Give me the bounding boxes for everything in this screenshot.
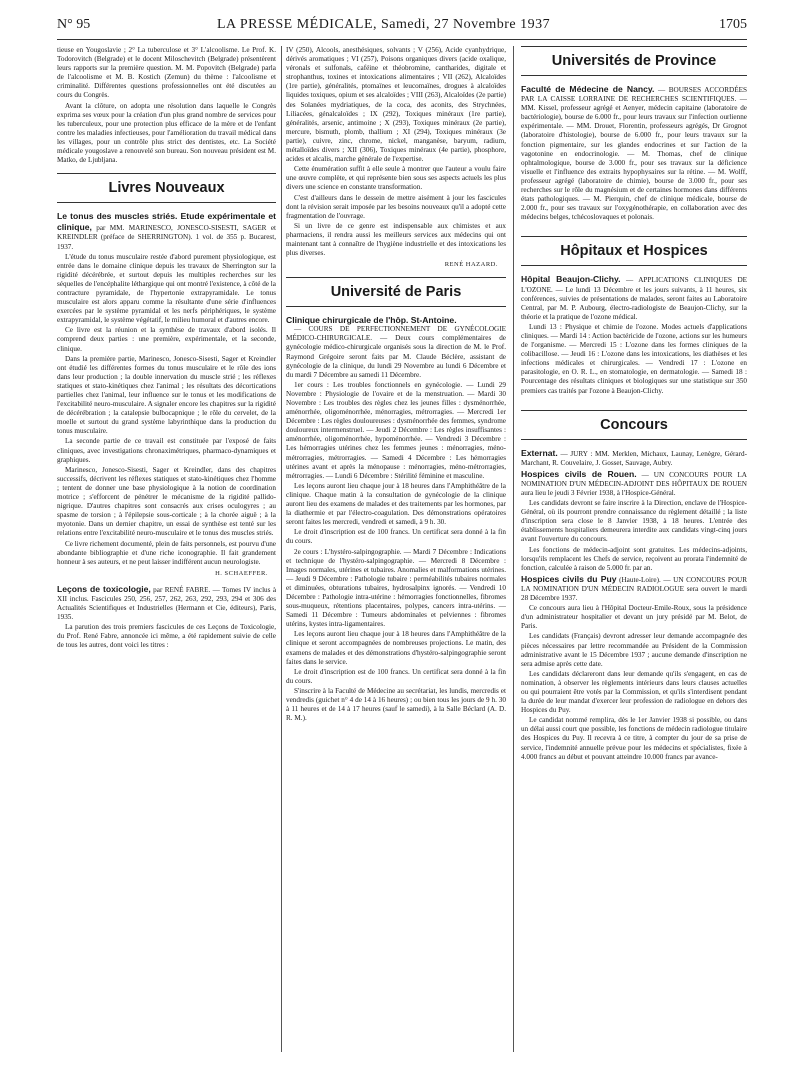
paragraph [521, 469, 747, 498]
paragraph: IV (250), Alcools, anesthésiques, solvants ; V (256), Acide cyanhydrique, dérivés aromatiques ; VI (257), Poisons organiques divers (acide oxalique, véronals et sulfonals, caféine et théobromine, cantharides, digitale et strophanthus, toxines et intoxications alimentaires ; VII (262), Alcaloïdes (1re partie), généralités, ptomaïnes et leucomaïnes, drogues à alcaloïdes liquides toxiques, opium et ses alcaloïdes ; VIII (263), Alcaloïdes (2e partie) des Solanées mydriatiques, de la coca, des aconits, des Strychnées, Liliacées, génalcaloïdes ; IX (292), Toxiques minéraux (1re partie), généralités, arsenic, antimoine ; X (293), Toxiques minéraux (2e partie), mercure, bismuth, plomb, thallium ; XI (294), Toxiques minéraux (3e partie), cuivre, zinc, chrome, nickel, manganèse, baryum, radium, métalloïdes divers ; XII (306), Toxiques minéraux (4e partie), phosphore, acides et alcalis, marche générale de l'expertise. [286, 46, 506, 164]
paragraph: Ce livre richement documenté, plein de faits personnels, est pourvu d'une abondante bibliographie et d'une riche iconographie. Il fait grandement honneur à ses auteurs, et ne peut laisser indifférent aucun neurologiste. [57, 539, 276, 566]
paragraph: Les leçons auront lieu chaque jour à 18 heures dans l'Amphithéâtre de la clinique et seront accompagnées de nombreuses projections. Le matin, des examens de malades et des démonstrations d'hystéro-salpingographie seront faites dans le service. [286, 630, 506, 666]
subheading: Faculté de Médecine de Nancy. [521, 84, 655, 94]
paragraph: Marinesco, Jonesco-Sisesti, Sager et Kreindler, dans des chapitres successifs, décrivent les réflexes statiques et stato-kinétiques chez l'homme ; tentent de donner une base physiologique à la notion de coordination motrice ; s'efforcent de pénétrer le mécanisme de la rigidité pallido-nigrique. D'autres chapitres sont consacrés aux crises oculogyres ; au spasme de torsion ; à l'épilepsie sous-corticale ; à la chorée aiguë ; à la myotonie. Dans un dernier chapitre, un essai de synthèse est tenté sur les relations entre l'excitabilité neuro-musculaire et le tonus des muscles striés. [57, 465, 276, 538]
paragraph-text: — BOURSES ACCORDÉES PAR LA CAISSE LORRAINE DE RECHERCHES SCIENTIFIQUES. — MM. Kissel, professeur agrégé et Aenyer, médecin capitaine (laboratoire de bactériologie), bourse de 6.000 fr., pour leurs travaux sur l'infection ourlienne expérimentale. — MM. Drouet, Florentin, professeurs agrégés, Dr Grognot (laboratoire d'histologie), bourse de 6.000 fr., pour leurs travaux sur la fonction pigmentaire, sur les glandes endocrines et sur l'action de la vagotonine en endocrinologie. — M. Thomas, chef de clinique ophtalmologique, bourse de 3.000 fr., pour ses travaux sur la déficience visuelle et l'influence des extraits hypophysaires sur la rétine. — M. Wolff, professeur agrégé (laboratoire de chimie), bourse de 3.000 fr., pour ses recherches sur le rôle du magnésium et de certaines hormones dans différents états pathologiques. — M. Pierquin, chef de clinique médicale, bourse de 2.000 fr., pour ses travaux sur l'oxygénothérapie, en collaboration avec des médecins belges, tchécoslovaques et polonais. [521, 86, 747, 222]
paragraph: La parution des trois premiers fascicules de ces Leçons de Toxicologie, du Prof. René Fabre, annoncée ici même, a été rapidement suivie de celle de tous les autres, dont voici les titres : [57, 623, 276, 650]
paragraph [521, 274, 747, 321]
issue-number: N° 95 [57, 17, 91, 32]
book-meta: par RENÉ FABRE. — Tomes IV inclus à XII inclus. Fascicules 250, 256, 257, 262, 263, 292, 293, 294 et 306 des Actualités Scientifiques et Industrielles (Hermann et Cie, éditeurs), Paris, 1935. [57, 585, 276, 622]
column-right [521, 46, 747, 1056]
paragraph: S'inscrire à la Faculté de Médecine au secrétariat, les lundis, mercredis et vendredis (guichet n° 4 de 14 à 16 heures) ; ou bien tous les jours de 9 h. 30 à 11 heures et de 14 à 17 heures (sauf le samedi), à la Salle Béclard (A. D. R. M.). [286, 686, 506, 723]
subheading: Clinique chirurgicale de l'hôp. St-Antoine. [286, 315, 457, 326]
section-heading-hopitaux: Hôpitaux et Hospices [521, 236, 747, 266]
paragraph: tieuse en Yougoslavie ; 2° La tuberculose et 3° L'alcoolisme. Le Prof. K. Todorovitch (Belgrade) et le docent Miloschevitch (Belgrade) présentèrent leurs rapports sur la première question. M. M. Popovitch (Belgrade) parla de l'alcoolisme et M. B. Kostich (Zemun) du thème : l'alcoolisme et criminalité. Différentes questions professionnelles ont été discutées au cours du Congrès. [57, 46, 276, 100]
book-entry [57, 584, 276, 622]
paragraph: Ce concours aura lieu à l'Hôpital Docteur-Emile-Roux, sous la présidence d'un administrateur hospitalier et devant un jury présidé par M. Belot, de Paris. [521, 604, 747, 631]
paragraph: Cette énumération suffit à elle seule à montrer que l'auteur a voulu faire une œuvre complète, et qui représente bien sous ses aspects actuels les plus divers une science en constante transformation. [286, 165, 506, 192]
paragraph: Les fonctions de médecin-adjoint sont gratuites. Les médecins-adjoints, lorsqu'ils remplacent les Chefs de service, reçoivent au prorata l'indemnité de fonction, calculée à raison de 5.000 fr. par an. [521, 545, 747, 572]
section-heading-concours: Concours [521, 410, 747, 440]
paragraph: L'étude du tonus musculaire restée d'abord purement physiologique, est entrée dans le domaine clinique depuis les travaux de Sherrington sur la rigidité décérébrée, et surtout depuis les multiples recherches sur les séquelles de l'encéphalite léthargique qui ont montré l'existence, à côté de la contracture pyramidale, de l'hypertonie extrapyramidale. Le tonus musculaire est alors apparu comme la résultante d'une série d'influences exercées par le système pyramidal et les nerfs périphériques, le système extrapyramidal, le système végétatif, le milieu humoral et d'autres encore. [57, 252, 276, 325]
paragraph-text: — UN CONCOURS POUR LA NOMINATION D'UN MÉDECIN-ADJOINT DES HÔPITAUX DE ROUEN aura lieu le jeudi 3 Février 1938, à l'Hospice-Général. [521, 470, 747, 497]
column-middle [286, 46, 506, 1056]
page-number: 1705 [719, 17, 747, 32]
paragraph: Les candidats déclareront dans leur demande qu'ils s'engagent, en cas de nomination, à observer les règlements intérieurs dans leurs clauses actuelles ou qui pourraient être votés par la Commission, et qu'ils s'interdisent pendant la durée de leur mandat d'exercer leur profession de radiologue en dehors des Hospices du Puy. [521, 669, 747, 715]
section-heading-livres: Livres Nouveaux [57, 173, 276, 203]
page-header [57, 14, 747, 40]
journal-title: LA PRESSE MÉDICALE, Samedi, 27 Novembre 1937 [217, 17, 551, 32]
paragraph: C'est d'ailleurs dans le dessein de mettre aisément à jour les fascicules dont la révision serait imposée par les besoins nouveaux qu'il a adopté cette fragmentation de l'ouvrage. [286, 193, 506, 220]
paragraph: Ce livre est la réunion et la synthèse de travaux d'abord isolés. Il comprend deux parties : une première, expérimentale, et la seconde, clinique. [57, 326, 276, 353]
subheading: Hôpital Beaujon-Clichy. [521, 274, 621, 285]
paragraph: Le candidat nommé remplira, dès le 1er Janvier 1938 si possible, ou dans un délai aussi court que possible, les fonctions de médecin radiologue titulaire des Hospices du Puy. Il recevra à ce titre, à compter du jour de sa prise de service, l'indemnité annuelle prévue pour les médecins et spécialistes, fixée à 4.000 francs au début et pouvant atteindre 10.000 francs par avance- [521, 716, 747, 761]
section-heading-universite-paris: Université de Paris [286, 277, 506, 307]
paragraph-text: — UN CONCOURS POUR LA NOMINATION D'UN MÉDECIN RADIOLOGUE sera ouvert le mardi 28 Décembre 1937. [521, 575, 747, 603]
book-meta: par MM. MARINESCO, JONESCO-SISESTI, SAGER et KREINDLER (préface de SHERRINGTON). 1 vol. de 355 p. Bucarest, 1937. [57, 224, 276, 251]
paragraph: Lundi 13 : Physique et chimie de l'ozone. Modes actuels d'applications cliniques. — Mardi 14 : Action bactéricide de l'ozone, actions sur les humeurs de l'organisme. — Mercredi 15 : L'ozone dans les formes cliniques de la colibacillose. — Jeudi 16 : L'ozone dans les intoxications, les diathèses et les infections médicales et chirurgicales. — Vendredi 17 : L'ozone en parasitologie, en O. R. L., en stomatologie, en dermatologie. — Samedi 18 : Pourcentage des résultats cliniques et biologiques sur une statistique sur 350 premiers cas traités par l'ozone à Beaujon-Clichy. [521, 322, 747, 395]
book-title: Leçons de toxicologie, [57, 583, 151, 594]
paragraph [521, 574, 747, 603]
paragraph: 1er cours : Les troubles fonctionnels en gynécologie. — Lundi 29 Novembre : Physiologie de l'ovaire et de la menstruation. — Mardi 30 Novembre : Les troubles des règles chez les jeunes filles : dysménorrhée, aménorrhée, oligoménorrhée, ménorragies, métrorragies. — Mercredi 1er Décembre : Les règles douloureuses : dysménorrhée des femmes, syndrome douloureux intermenstruel. — Jeudi 2 Décembre : Les règles insuffisantes : aménorrhée, oligoménorrhée, hypoménorrhée. — Vendredi 3 Décembre : Les hémorragies utérines chez les femmes jeunes : ménorragies, méno-métrorragies, métrorragies. — Samedi 4 Décembre : Les hémorragies utérines avant et après la ménopause : ménorragies, méno-métrorragies, métrorragies. — Lundi 6 Décembre : Stérilité féminine et masculine. [286, 380, 506, 480]
paragraph: Le droit d'inscription est de 100 francs. Un certificat sera donné à la fin du cours. [286, 528, 506, 546]
paragraph: Les leçons auront lieu chaque jour à 18 heures dans l'Amphithéâtre de la clinique. Chaque matin à la consultation de gynécologie de la clinique auront lieu des examens de malades et des traitements par les hormones, par la diathermie et par l'électro-coagulation. Des démonstrations opératoires seront faites les mercredi, vendredi et samedi, à 9 h. 30. [286, 481, 506, 527]
paragraph: Si un livre de ce genre est indispensable aux chimistes et aux pharmaciens, il rendra aussi les meilleurs services aux médecins qui ont maintenant tant à connaître de l'hygiène industrielle et des intoxications les plus diverses. [286, 221, 506, 258]
signature: H. SCHAEFFER. [215, 569, 268, 577]
paragraph: La seconde partie de ce travail est constituée par l'exposé de faits cliniques, avec investigations chronaximétriques, pharmaco-dynamiques et graphiques. [57, 437, 276, 464]
book-entry [57, 211, 276, 251]
paragraph-text: — APPLICATIONS CLINIQUES DE L'OZONE. — Le lundi 13 Décembre et les jours suivants, à 11 heures, six conférences, suivies de présentations de malades, seront faites au Laboratoire Central, par M. P. Aubourg, électro-radiologiste de Beaujon-Clichy, sur la théorie et la pratique de l'ozone médical. [521, 276, 747, 321]
paragraph [521, 448, 747, 468]
subheading: Externat. [521, 447, 558, 458]
paragraph: Dans la première partie, Marinesco, Jonesco-Sisesti, Sager et Kreindler ont étudié les différentes formes du tonus musculaire et le rôle des ions dans leur production ; la double innervation du muscle strié ; les réflexes statiques et stato-kinétiques chez l'animal ; les résultats des décortications partielles chez l'animal, leur influence sur le tonus et les modifications de l'excitabilité neuro-musculaire. A signaler encore les chapitres sur la rigidité de décérébration ; la catalepsie bulbocapnique ; le rôle du cervelet, de la moelle et surtout du grand système labyrinthique dans la production du tonus musculaire. [57, 354, 276, 436]
paragraph [521, 84, 747, 222]
subheading: Hospices civils de Rouen. [521, 468, 637, 479]
paragraph: — COURS DE PERFECTIONNEMENT DE GYNÉCOLOGIE MÉDICO-CHIRURGICALE. — Deux cours complémentaires de gynécologie médico-chirurgicale organisés sous la direction de M. le Prof. Raymond Grégoire seront faits par M. Claude Béclère, assistant de gynécologie de la clinique, du lundi 29 Novembre au lundi 6 Décembre et du mardi 7 Décembre au samedi 11 Décembre. [286, 325, 506, 379]
section-heading-universites-province: Universités de Province [521, 46, 747, 76]
subheading: Hospices civils du Puy [521, 573, 617, 584]
book-title: Le tonus des muscles striés. Etude expérimentale et clinique, [57, 211, 276, 233]
paragraph: Avant la clôture, on adopta une résolution dans laquelle le Congrès exprima ses vœux pour la création d'un plus grand nombre de services pour les tuberculeux, pour une protection plus efficace de la mère et de l'enfant contre les maladies infectieuses, pour l'amélioration du travail médical dans les villages, pour un contrôle plus strict des dentistes, etc. La Société médicale yougoslave a renouvelé son bureau. Son nouveau président est M. Matko, de Ljubljana. [57, 101, 276, 165]
subheading-note: (Haute-Loire). [619, 575, 661, 584]
paragraph-text: — JURY : MM. Merklen, Michaux, Launay, Lenègre, Gérard-Marchant, R. Couvelaire, J. Gosset, Sauvage, Aubry. [521, 449, 747, 467]
column-left [57, 46, 276, 1056]
signature: RENÉ HAZARD. [444, 261, 498, 269]
paragraph: Les candidats devront se faire inscrire à la Direction, enclave de l'Hospice-Général, où ils pourront prendre connaissance du règlement détaillé ; la liste d'inscription sera close le 8 Janvier 1938, à 18 heures. L'entrée des établissements hospitaliers demeurera interdite aux candidats vingt-cinq jours avant l'ouverture du concours. [521, 499, 747, 544]
column-divider [513, 46, 514, 1052]
paragraph: 2e cours : L'hystéro-salpingographie. — Mardi 7 Décembre : Indications et technique de l'hystéro-salpingographie. — Mercredi 8 Décembre : Images normales, utérines et tubaires. Anomalies et malformations utérines. — Jeudi 9 Décembre : Pathologie tubaire : perméabilités tubaires normales et diminuées, obturations tubaires, hydrosalpinx ignorés. — Vendredi 10 Décembre : Pathologie intra-utérine : hémorragies fonctionnelles, fibromes sous-muqueux, rétentions placentaires, polypes, cancers intra-utérins. — Samedi 11 Décembre : Tumeurs abdominales et pelviennes : fibromes utérins, kystes intra-ligamentaires. [286, 547, 506, 629]
paragraph: Le droit d'inscription est de 100 francs. Un certificat sera donné à la fin du cours. [286, 667, 506, 685]
column-divider [281, 46, 282, 1052]
paragraph: Les candidats (Français) devront adresser leur demande accompagnée des pièces nécessaires par lettre recommandée au Président de la Commission administrative avant le 15 Décembre 1937 ; aucune demande d'inscription ne sera admise après cette date. [521, 632, 747, 668]
